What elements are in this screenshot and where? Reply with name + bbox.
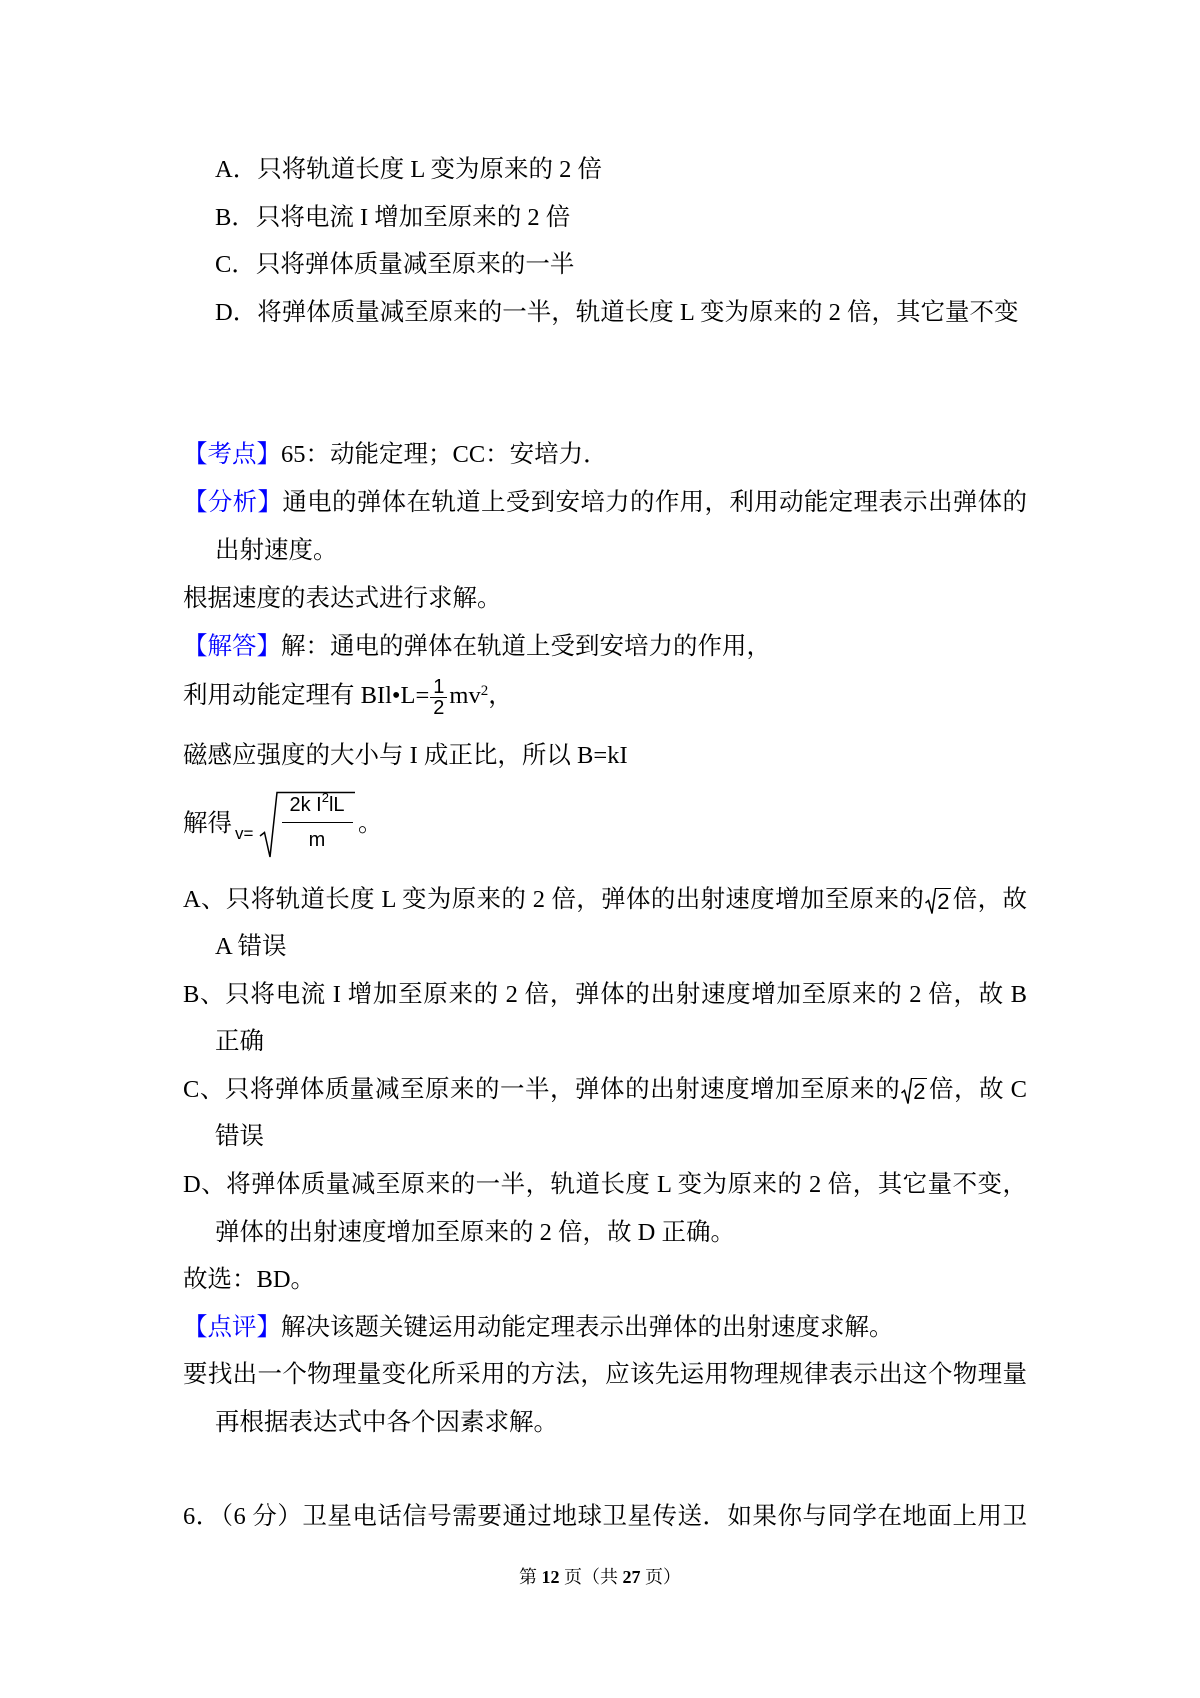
comment-text: 解决该题关键运用动能定理表示出弹体的出射速度求解。	[281, 1314, 894, 1341]
analysis-tag: 【分析】	[183, 489, 283, 516]
comment-line-1	[183, 1311, 894, 1345]
option-letter: B．	[215, 204, 256, 231]
comment-line-3	[215, 1406, 558, 1440]
solution-option-a-verdict: A 错误	[215, 933, 287, 960]
comment-line-2	[183, 1358, 1027, 1392]
solution-option-c-text: 倍，故 C	[928, 1076, 1027, 1103]
question-option-b	[215, 201, 570, 235]
footer-prefix: 第	[519, 1567, 542, 1587]
question-option-c	[215, 248, 574, 282]
solution-intro-line	[183, 630, 771, 664]
footer-suffix: 页）	[640, 1567, 681, 1587]
analysis-line-1	[183, 486, 1027, 520]
comment-tag: 【点评】	[183, 1314, 281, 1341]
final-choice-text: 故选：BD。	[183, 1266, 316, 1293]
question-stem: 卫星电话信号需要通过地球卫星传送．如果你与同学在地面上用卫	[302, 1503, 1028, 1530]
option-text: 只将轨道长度 L 变为原来的 2 倍	[257, 156, 603, 183]
solution-option-b-line-1	[183, 978, 1027, 1012]
current-squared-exponent: 2	[321, 790, 329, 806]
formula-denominator: m	[308, 829, 326, 852]
solution-option-b-text: B、只将电流 I 增加至原来的 2 倍，弹体的出射速度增加至原来的 2 倍，故 B	[183, 981, 1027, 1008]
formula-lhs: v=	[235, 824, 254, 844]
comment-text: 再根据表达式中各个因素求解。	[215, 1409, 558, 1436]
comment-text: 要找出一个物理量变化所采用的方法，应该先运用物理规律表示出这个物理量	[183, 1361, 1027, 1388]
total-page-count: 27	[622, 1567, 641, 1587]
result-end: 。	[358, 810, 383, 837]
solution-option-d-line-1	[183, 1168, 1027, 1202]
knowledge-point-text: 65：动能定理；CC：安培力．	[281, 441, 608, 468]
solution-option-c-line-2	[215, 1120, 264, 1154]
option-text: 只将弹体质量减至原来的一半	[255, 251, 575, 278]
velocity-formula	[235, 790, 357, 860]
option-letter: D．	[215, 299, 258, 326]
energy-equation-prefix: 利用动能定理有 BIl•L=	[183, 682, 430, 709]
fraction-one-half	[430, 677, 447, 718]
question-number: 6．	[183, 1503, 221, 1530]
knowledge-point-line	[183, 438, 608, 472]
solution-option-d-verdict: 弹体的出射速度增加至原来的 2 倍，故 D 正确。	[215, 1219, 735, 1246]
option-text: 只将电流 I 增加至原来的 2 倍	[255, 204, 571, 231]
result-prefix: 解得	[183, 810, 232, 837]
final-choice-line	[183, 1263, 315, 1297]
solution-option-a-line-2	[215, 930, 286, 964]
solution-option-b-verdict: 正确	[215, 1028, 264, 1055]
analysis-line-3	[183, 582, 502, 616]
field-proportionality-line	[183, 739, 628, 773]
solution-tag: 【解答】	[183, 633, 281, 660]
radical-sign	[925, 887, 936, 915]
solution-option-c-verdict: 错误	[215, 1123, 264, 1150]
question-score: （6 分）	[220, 1503, 303, 1530]
solution-option-d-text: D、将弹体质量减至原来的一半，轨道长度 L 变为原来的 2 倍，其它量不变，	[183, 1171, 1027, 1198]
question-option-d	[215, 296, 1019, 330]
analysis-text: 通电的弹体在轨道上受到安培力的作用，利用动能定理表示出弹体的	[282, 489, 1028, 516]
field-proportionality-text: 磁感应强度的大小与 I 成正比，所以 B=kI	[183, 742, 628, 769]
radicand: 2	[937, 889, 950, 915]
page-footer	[0, 1565, 1200, 1589]
velocity-result-line	[183, 790, 383, 852]
formula-fraction-bar	[282, 822, 353, 823]
energy-equation-end: ，	[488, 682, 513, 709]
solution-option-a-line-1	[183, 883, 1027, 917]
solution-option-a-text: 倍，故	[952, 886, 1028, 913]
option-text: 将弹体质量减至原来的一半，轨道长度 L 变为原来的 2 倍，其它量不变	[257, 299, 1019, 326]
energy-equation-mv: mv	[449, 682, 481, 709]
solution-option-b-line-2	[215, 1025, 264, 1059]
solution-option-a-text: A、只将轨道长度 L 变为原来的 2 倍，弹体的出射速度增加至原来的	[183, 886, 925, 913]
analysis-text: 根据速度的表达式进行求解。	[183, 585, 502, 612]
numerator-part-a: 2k I	[289, 794, 322, 817]
option-letter: A．	[215, 156, 258, 183]
radical-sign	[901, 1077, 912, 1105]
analysis-text: 出射速度。	[215, 537, 338, 564]
sqrt-two	[925, 887, 951, 915]
solution-option-c-text: C、只将弹体质量减至原来的一半，弹体的出射速度增加至原来的	[183, 1076, 901, 1103]
fraction-denominator: 2	[433, 696, 445, 719]
sqrt-two	[901, 1077, 927, 1105]
next-question-line	[183, 1500, 1027, 1534]
velocity-squared-exponent: 2	[480, 682, 489, 699]
analysis-line-2	[215, 534, 338, 568]
numerator-part-b: lL	[328, 794, 345, 817]
footer-middle: 页（共	[559, 1567, 623, 1587]
question-option-a	[215, 153, 602, 187]
knowledge-point-tag: 【考点】	[183, 441, 281, 468]
radicand: 2	[913, 1079, 926, 1105]
energy-equation-line	[183, 675, 513, 719]
solution-intro-text: 解：通电的弹体在轨道上受到安培力的作用，	[281, 633, 771, 660]
current-page-number: 12	[541, 1567, 560, 1587]
option-letter: C．	[215, 251, 256, 278]
formula-numerator	[279, 790, 355, 817]
solution-option-c-line-1	[183, 1073, 1027, 1107]
fraction-numerator: 1	[430, 677, 447, 698]
solution-option-d-line-2	[215, 1216, 735, 1250]
